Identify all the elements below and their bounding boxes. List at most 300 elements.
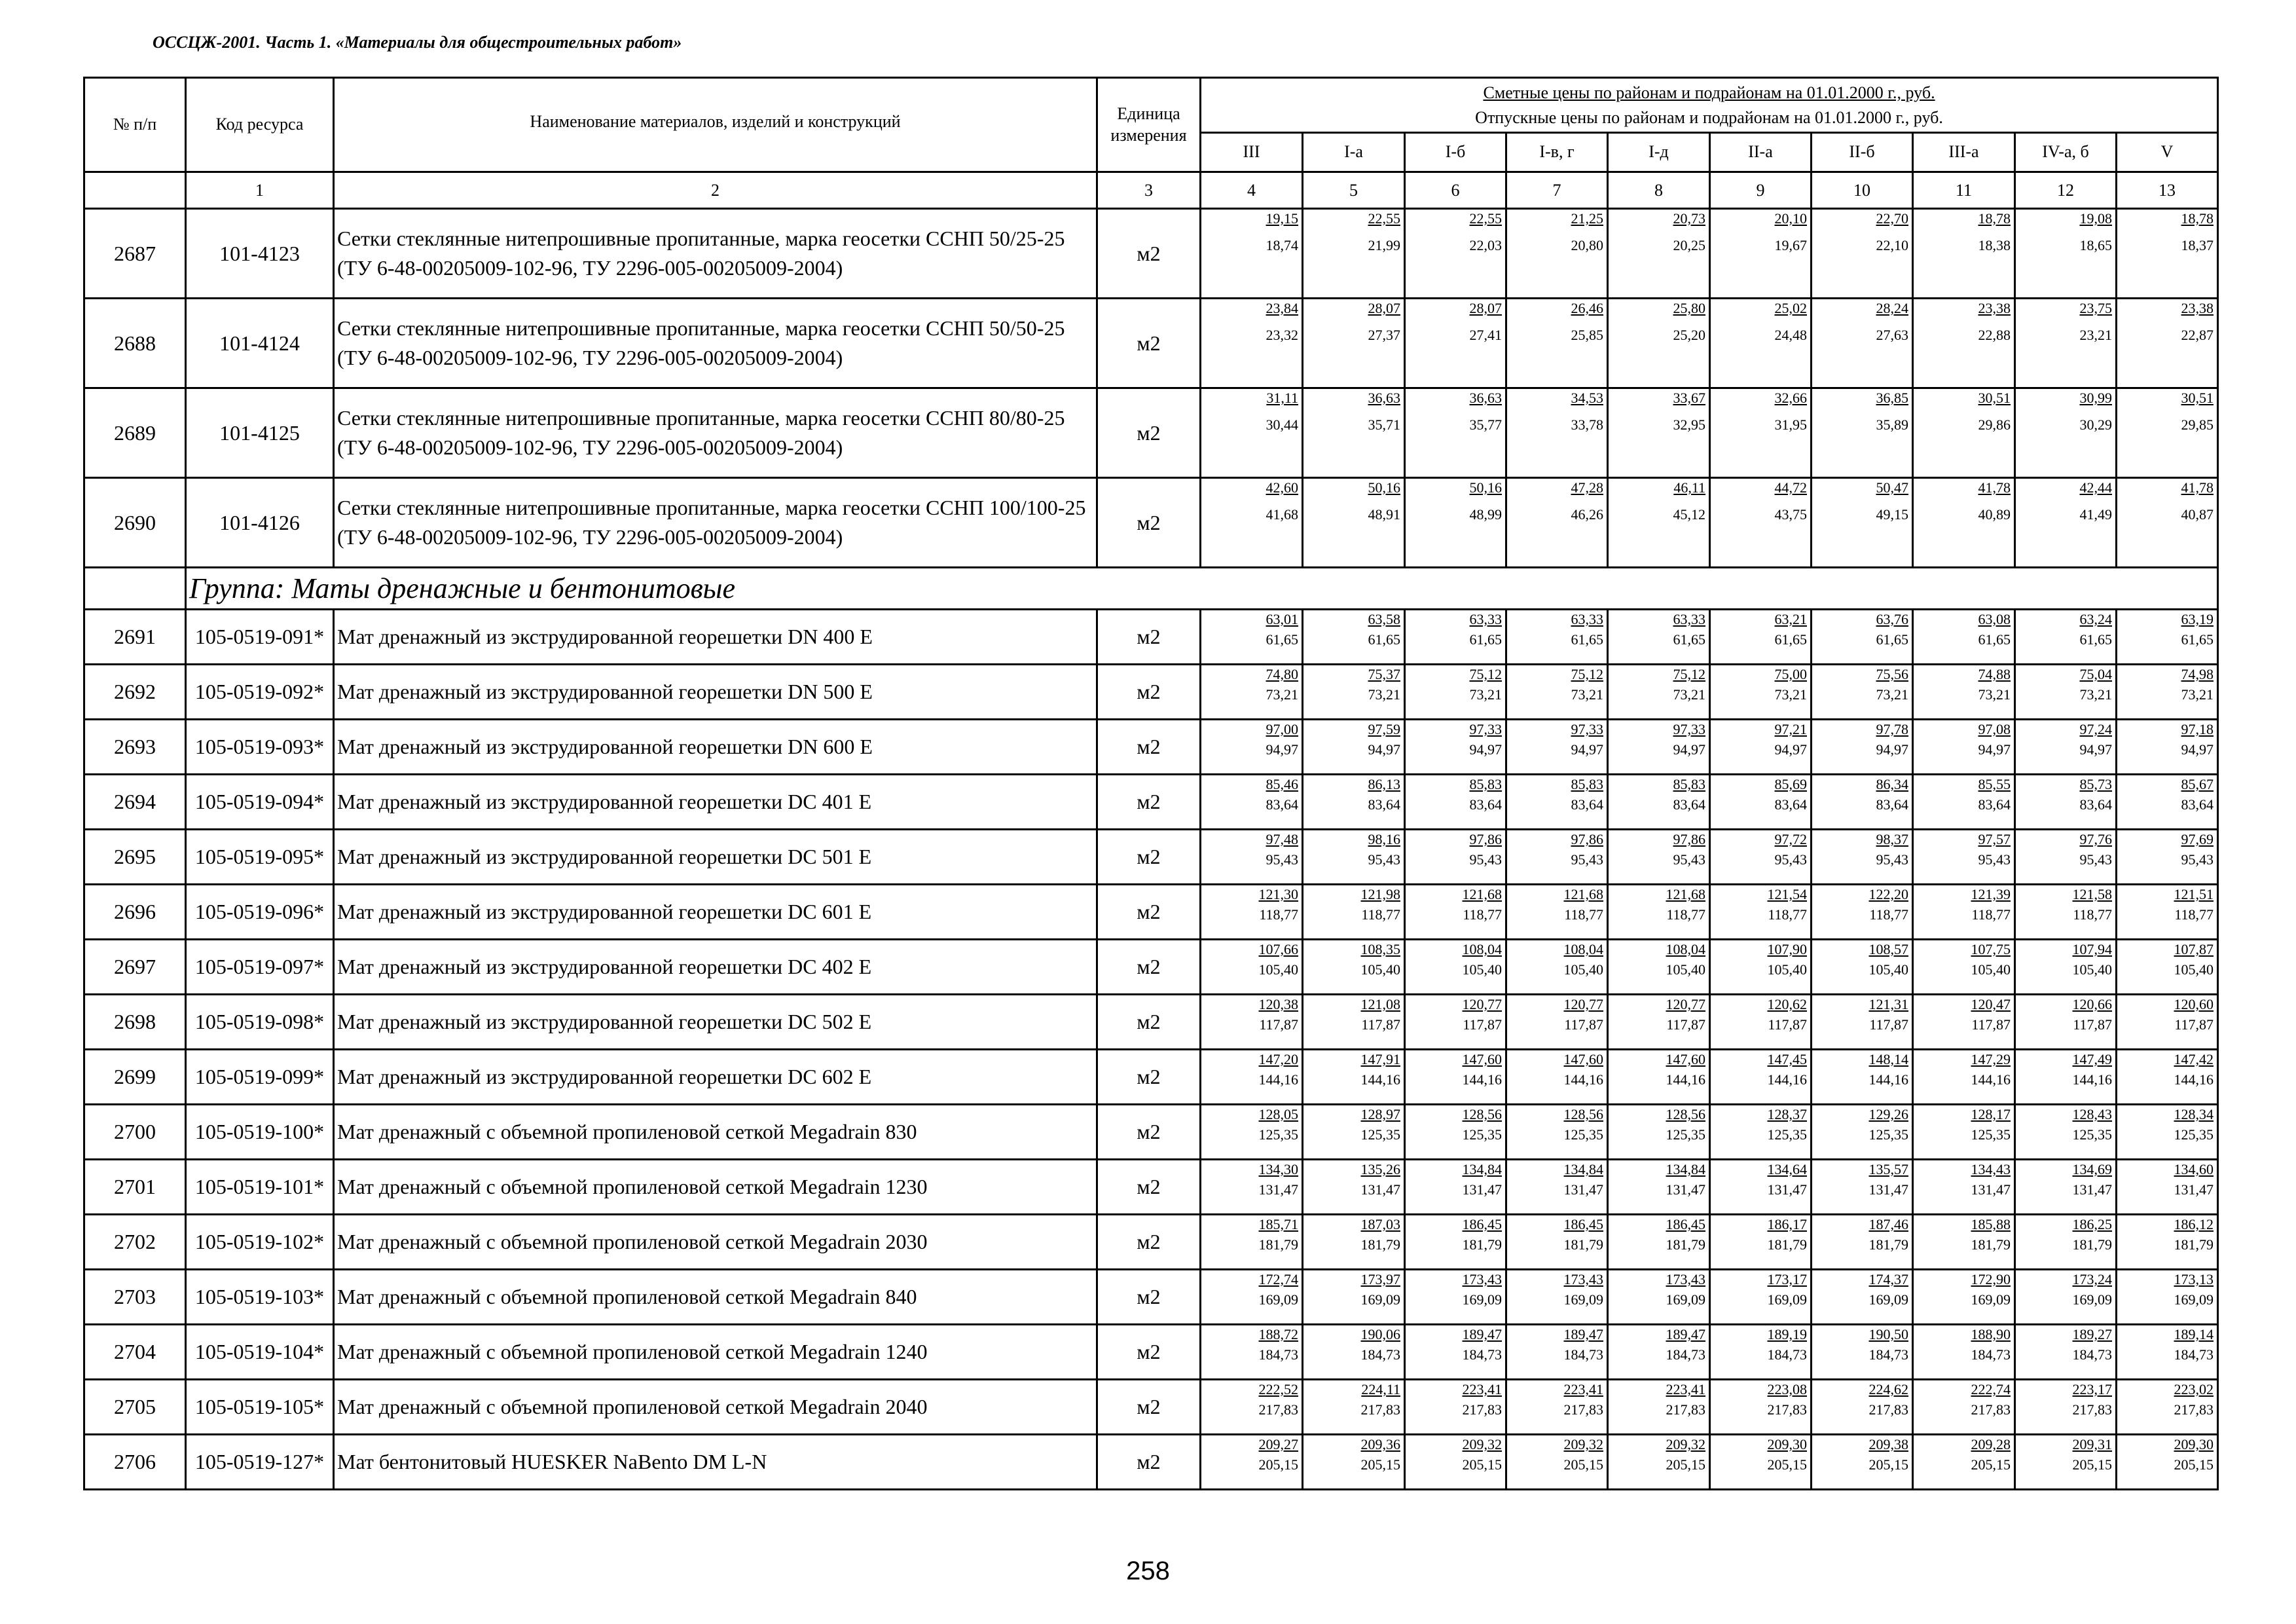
- release-price: 61,65: [1266, 631, 1298, 648]
- price-cell: [2015, 1160, 2117, 1215]
- release-price: 27,37: [1368, 327, 1400, 343]
- region-header: II-а: [1710, 133, 1812, 172]
- release-price: 95,43: [1876, 851, 1908, 868]
- estimate-price: 30,51: [2181, 390, 2214, 406]
- estimate-price: 120,77: [1563, 996, 1603, 1012]
- estimate-price: 147,91: [1360, 1051, 1400, 1067]
- resource-code: 105-0519-092*: [186, 665, 334, 720]
- material-name: Мат дренажный с объемной пропиленовой сеткой Megadrain 2030: [334, 1215, 1097, 1270]
- release-price: 61,65: [1673, 631, 1705, 648]
- estimate-price: 209,32: [1666, 1436, 1705, 1452]
- material-name: Мат дренажный с объемной пропиленовой сеткой Megadrain 1240: [334, 1325, 1097, 1380]
- release-price: 95,43: [2181, 851, 2214, 868]
- resource-code: 105-0519-097*: [186, 940, 334, 995]
- release-price: 217,83: [1563, 1401, 1603, 1418]
- release-price: 18,37: [2181, 237, 2214, 253]
- estimate-price: 173,24: [2072, 1271, 2112, 1287]
- material-name: Мат дренажный из экструдированной георешетки DC 402 E: [334, 940, 1097, 995]
- estimate-price: 189,14: [2174, 1326, 2214, 1342]
- price-cell: [1201, 388, 1303, 478]
- price-cell: [1812, 610, 1913, 665]
- estimate-price: 108,35: [1360, 941, 1400, 957]
- price-cell: [1812, 209, 1913, 299]
- release-price: 144,16: [1462, 1071, 1502, 1088]
- price-cell: [1913, 775, 2015, 830]
- release-price: 144,16: [1971, 1071, 2011, 1088]
- region-header: I-а: [1303, 133, 1405, 172]
- estimate-price: 97,72: [1774, 831, 1807, 847]
- estimate-price: 147,20: [1258, 1051, 1298, 1067]
- release-price: 131,47: [1868, 1181, 1908, 1198]
- release-price: 117,87: [1768, 1016, 1807, 1033]
- release-price: 184,73: [1971, 1346, 2011, 1363]
- price-cell: [2015, 1215, 2117, 1270]
- estimate-price: 75,56: [1876, 666, 1908, 682]
- price-cell: [2015, 1435, 2117, 1490]
- unit-of-measure: м2: [1097, 940, 1201, 995]
- row-number: 2687: [84, 209, 186, 299]
- release-price: 19,67: [1774, 237, 1807, 253]
- table-row: [84, 610, 2218, 665]
- price-cell: [1506, 1380, 1608, 1435]
- price-cell: [1506, 610, 1608, 665]
- release-price: 94,97: [1469, 741, 1502, 758]
- price-cell: [1201, 665, 1303, 720]
- resource-code: 101-4125: [186, 388, 334, 478]
- row-number: 2705: [84, 1380, 186, 1435]
- price-cell: [1710, 885, 1812, 940]
- release-price: 125,35: [1971, 1126, 2011, 1143]
- price-cell: [1201, 1105, 1303, 1160]
- price-cell: [2117, 299, 2218, 388]
- release-price: 184,73: [1666, 1346, 1705, 1363]
- estimate-price: 185,71: [1258, 1216, 1298, 1232]
- release-price: 184,73: [1563, 1346, 1603, 1363]
- release-price: 30,44: [1266, 416, 1298, 433]
- price-cell: [2117, 830, 2218, 885]
- release-price: 83,64: [1469, 796, 1502, 813]
- column-number: 8: [1608, 172, 1710, 209]
- release-price: 144,16: [1868, 1071, 1908, 1088]
- release-price: 94,97: [2079, 741, 2112, 758]
- price-cell: [1608, 1270, 1710, 1325]
- estimate-price: 135,57: [1868, 1161, 1908, 1177]
- release-price: 105,40: [1868, 961, 1908, 978]
- release-price: 40,89: [1978, 506, 2011, 523]
- estimate-price: 223,41: [1563, 1381, 1603, 1397]
- material-name: Мат дренажный из экструдированной георешетки DC 401 E: [334, 775, 1097, 830]
- estimate-price: 63,33: [1673, 611, 1705, 627]
- release-price: 184,73: [2174, 1346, 2214, 1363]
- release-price: 169,09: [1462, 1291, 1502, 1308]
- estimate-price: 86,34: [1876, 776, 1908, 792]
- material-name: Мат дренажный с объемной пропиленовой сеткой Megadrain 1230: [334, 1160, 1097, 1215]
- estimate-price: 34,53: [1571, 390, 1603, 406]
- release-price: 105,40: [1360, 961, 1400, 978]
- release-price: 30,29: [2079, 416, 2112, 433]
- price-cell: [1303, 1215, 1405, 1270]
- estimate-price: 74,98: [2181, 666, 2214, 682]
- group-row: [84, 568, 2218, 610]
- price-cell: [1506, 720, 1608, 775]
- row-number: 2701: [84, 1160, 186, 1215]
- release-price: 181,79: [1971, 1236, 2011, 1253]
- price-cell: [1608, 1050, 1710, 1105]
- release-price: 61,65: [1876, 631, 1908, 648]
- price-cell: [1812, 1160, 1913, 1215]
- estimate-price: 28,07: [1469, 300, 1502, 316]
- estimate-price: 107,87: [2174, 941, 2214, 957]
- price-cell: [1303, 995, 1405, 1050]
- table-row: [84, 995, 2218, 1050]
- estimate-price: 187,46: [1868, 1216, 1908, 1232]
- price-cell: [2117, 478, 2218, 568]
- release-price: 22,88: [1978, 327, 2011, 343]
- release-price: 27,41: [1469, 327, 1502, 343]
- estimate-price: 222,52: [1258, 1381, 1298, 1397]
- release-price: 61,65: [1774, 631, 1807, 648]
- price-cell: [1812, 1215, 1913, 1270]
- estimate-price: 134,60: [2174, 1161, 2214, 1177]
- price-cell: [1710, 478, 1812, 568]
- estimate-price: 107,94: [2072, 941, 2112, 957]
- release-price: 61,65: [1368, 631, 1400, 648]
- estimate-price: 224,11: [1361, 1381, 1400, 1397]
- estimate-price: 189,47: [1563, 1326, 1603, 1342]
- price-cell: [1913, 1215, 2015, 1270]
- estimate-price: 223,17: [2072, 1381, 2112, 1397]
- release-price: 94,97: [1774, 741, 1807, 758]
- estimate-price: 97,33: [1469, 721, 1502, 737]
- estimate-price: 97,18: [2181, 721, 2214, 737]
- table-row: [84, 830, 2218, 885]
- price-cell: [2117, 388, 2218, 478]
- price-cell: [1710, 1435, 1812, 1490]
- price-cell: [1405, 720, 1506, 775]
- release-price: 25,20: [1673, 327, 1705, 343]
- row-number: 2698: [84, 995, 186, 1050]
- material-name: Мат дренажный из экструдированной георешетки DN 400 E: [334, 610, 1097, 665]
- estimate-price: 173,97: [1360, 1271, 1400, 1287]
- release-price: 217,83: [1666, 1401, 1705, 1418]
- release-price: 169,09: [1360, 1291, 1400, 1308]
- release-price: 169,09: [1666, 1291, 1705, 1308]
- release-price: 131,47: [1666, 1181, 1705, 1198]
- price-cell: [1303, 885, 1405, 940]
- release-price: 35,77: [1469, 416, 1502, 433]
- price-cell: [1710, 1215, 1812, 1270]
- price-cell: [1812, 720, 1913, 775]
- row-number: 2703: [84, 1270, 186, 1325]
- price-cell: [1506, 209, 1608, 299]
- row-number: 2690: [84, 478, 186, 568]
- price-cell: [1303, 775, 1405, 830]
- release-price: 169,09: [1971, 1291, 2011, 1308]
- release-price: 105,40: [1462, 961, 1502, 978]
- release-price: 94,97: [1673, 741, 1705, 758]
- estimate-price: 121,51: [2174, 886, 2214, 902]
- estimate-price: 134,84: [1563, 1161, 1603, 1177]
- release-price: 22,03: [1469, 237, 1502, 253]
- release-price: 181,79: [1563, 1236, 1603, 1253]
- unit-of-measure: м2: [1097, 1050, 1201, 1105]
- estimate-price: 47,28: [1571, 479, 1603, 496]
- price-cell: [2015, 1380, 2117, 1435]
- price-cell: [1506, 1325, 1608, 1380]
- estimate-price: 128,97: [1360, 1106, 1400, 1122]
- price-cell: [2117, 1105, 2218, 1160]
- resource-code: 105-0519-127*: [186, 1435, 334, 1490]
- release-price: 83,64: [1774, 796, 1807, 813]
- release-price: 43,75: [1774, 506, 1807, 523]
- estimate-price: 63,21: [1774, 611, 1807, 627]
- price-cell: [2117, 209, 2218, 299]
- release-price: 169,09: [2072, 1291, 2112, 1308]
- table-row: [84, 1215, 2218, 1270]
- estimate-price: 23,75: [2079, 300, 2112, 316]
- release-price: 73,21: [1571, 686, 1603, 703]
- estimate-price: 223,08: [1767, 1381, 1807, 1397]
- column-number: 4: [1201, 172, 1303, 209]
- price-cell: [1506, 1160, 1608, 1215]
- price-cell: [1201, 610, 1303, 665]
- unit-of-measure: м2: [1097, 1105, 1201, 1160]
- table-row: [84, 299, 2218, 388]
- price-cell: [1201, 1380, 1303, 1435]
- release-price: 131,47: [1563, 1181, 1603, 1198]
- price-cell: [1201, 478, 1303, 568]
- estimate-price: 23,38: [1978, 300, 2011, 316]
- release-price: 35,71: [1368, 416, 1400, 433]
- price-cell: [1201, 830, 1303, 885]
- release-price: 95,43: [1469, 851, 1502, 868]
- price-cell: [1303, 720, 1405, 775]
- estimate-price: 97,69: [2181, 831, 2214, 847]
- price-cell: [1812, 940, 1913, 995]
- material-name: Сетки стеклянные нитепрошивные пропитанные, марка геосетки ССНП 80/80-25 (ТУ 6-48-00205009-102-96, ТУ 2296-005-00205009-2004): [334, 388, 1097, 478]
- release-price: 32,95: [1673, 416, 1705, 433]
- price-cell: [1812, 1325, 1913, 1380]
- table-row: [84, 1050, 2218, 1105]
- price-cell: [2117, 610, 2218, 665]
- unit-of-measure: м2: [1097, 1380, 1201, 1435]
- estimate-price: 134,30: [1258, 1161, 1298, 1177]
- price-cell: [1506, 1435, 1608, 1490]
- resource-code: 105-0519-105*: [186, 1380, 334, 1435]
- resource-code: 101-4123: [186, 209, 334, 299]
- price-cell: [1608, 1105, 1710, 1160]
- row-number: 2693: [84, 720, 186, 775]
- release-price: 83,64: [1266, 796, 1298, 813]
- release-price: 95,43: [1368, 851, 1400, 868]
- estimate-price: 172,74: [1258, 1271, 1298, 1287]
- estimate-price: 97,33: [1673, 721, 1705, 737]
- table-row: [84, 1325, 2218, 1380]
- column-number: 6: [1405, 172, 1506, 209]
- estimate-price: 224,62: [1868, 1381, 1908, 1397]
- release-price: 205,15: [1563, 1456, 1603, 1473]
- release-price: 169,09: [2174, 1291, 2214, 1308]
- release-price: 144,16: [2072, 1071, 2112, 1088]
- price-cell: [1608, 830, 1710, 885]
- estimate-price: 97,00: [1266, 721, 1298, 737]
- resource-code: 105-0519-098*: [186, 995, 334, 1050]
- estimate-price: 42,44: [2079, 479, 2112, 496]
- estimate-price: 120,77: [1666, 996, 1705, 1012]
- price-cell: [1710, 388, 1812, 478]
- estimate-price: 134,64: [1767, 1161, 1807, 1177]
- price-cell: [2015, 720, 2117, 775]
- estimate-price: 108,04: [1563, 941, 1603, 957]
- price-cell: [1913, 830, 2015, 885]
- column-number: 3: [1097, 172, 1201, 209]
- price-cell: [2117, 665, 2218, 720]
- price-cell: [1201, 209, 1303, 299]
- estimate-price: 173,17: [1767, 1271, 1807, 1287]
- release-price: 117,87: [2174, 1016, 2214, 1033]
- price-cell: [1201, 1050, 1303, 1105]
- estimate-price: 209,30: [2174, 1436, 2214, 1452]
- resource-code: 105-0519-100*: [186, 1105, 334, 1160]
- price-cell: [1710, 1105, 1812, 1160]
- prices-caption-estimate: Сметные цены по районам и подрайонам на 01.01.2000 г., руб.: [1483, 83, 1935, 102]
- release-price: 105,40: [1767, 961, 1807, 978]
- estimate-price: 86,13: [1368, 776, 1400, 792]
- price-cell: [1608, 478, 1710, 568]
- estimate-price: 186,45: [1666, 1216, 1705, 1232]
- table-row: [84, 478, 2218, 568]
- price-cell: [1506, 1270, 1608, 1325]
- table-header: [84, 78, 2218, 209]
- resource-code: 105-0519-094*: [186, 775, 334, 830]
- material-name: Мат дренажный из экструдированной георешетки DC 601 E: [334, 885, 1097, 940]
- price-cell: [1303, 1270, 1405, 1325]
- price-cell: [2117, 940, 2218, 995]
- price-cell: [2015, 1050, 2117, 1105]
- price-cell: [2015, 1270, 2117, 1325]
- release-price: 41,49: [2079, 506, 2112, 523]
- price-cell: [1710, 830, 1812, 885]
- price-cell: [1405, 1325, 1506, 1380]
- resource-code: 101-4124: [186, 299, 334, 388]
- estimate-price: 46,11: [1673, 479, 1705, 496]
- release-price: 118,77: [1259, 906, 1298, 923]
- estimate-price: 75,12: [1673, 666, 1705, 682]
- unit-of-measure: м2: [1097, 720, 1201, 775]
- price-cell: [1405, 1050, 1506, 1105]
- release-price: 181,79: [1666, 1236, 1705, 1253]
- release-price: 169,09: [1258, 1291, 1298, 1308]
- release-price: 181,79: [1360, 1236, 1400, 1253]
- estimate-price: 188,90: [1971, 1326, 2011, 1342]
- estimate-price: 97,86: [1571, 831, 1603, 847]
- unit-of-measure: м2: [1097, 610, 1201, 665]
- estimate-price: 20,10: [1774, 210, 1807, 227]
- release-price: 205,15: [2174, 1456, 2214, 1473]
- price-cell: [1608, 1160, 1710, 1215]
- estimate-price: 97,86: [1469, 831, 1502, 847]
- price-cell: [2015, 388, 2117, 478]
- release-price: 73,21: [1774, 686, 1807, 703]
- price-cell: [1506, 388, 1608, 478]
- estimate-price: 121,39: [1971, 886, 2011, 902]
- price-cell: [1710, 940, 1812, 995]
- estimate-price: 75,12: [1469, 666, 1502, 682]
- region-header: III: [1201, 133, 1303, 172]
- estimate-price: 222,74: [1971, 1381, 2011, 1397]
- estimate-price: 22,55: [1368, 210, 1400, 227]
- estimate-price: 97,76: [2079, 831, 2112, 847]
- release-price: 205,15: [1462, 1456, 1502, 1473]
- price-cell: [1303, 1325, 1405, 1380]
- price-cell: [1405, 610, 1506, 665]
- group-title: Группа: Маты дренажные и бентонитовые: [186, 568, 2218, 610]
- estimate-price: 26,46: [1571, 300, 1603, 316]
- price-cell: [2015, 1325, 2117, 1380]
- estimate-price: 75,37: [1368, 666, 1400, 682]
- price-cell: [2015, 665, 2117, 720]
- release-price: 23,32: [1266, 327, 1298, 343]
- price-cell: [1710, 775, 1812, 830]
- release-price: 105,40: [1666, 961, 1705, 978]
- column-number: 5: [1303, 172, 1405, 209]
- unit-of-measure: м2: [1097, 1270, 1201, 1325]
- release-price: 73,21: [1368, 686, 1400, 703]
- estimate-price: 108,57: [1868, 941, 1908, 957]
- release-price: 131,47: [2072, 1181, 2112, 1198]
- resource-code: 105-0519-093*: [186, 720, 334, 775]
- material-name: Мат дренажный с объемной пропиленовой сеткой Megadrain 2040: [334, 1380, 1097, 1435]
- price-cell: [2015, 830, 2117, 885]
- release-price: 22,10: [1876, 237, 1908, 253]
- price-cell: [1303, 209, 1405, 299]
- price-cell: [1812, 1050, 1913, 1105]
- price-cell: [2015, 478, 2117, 568]
- price-cell: [1913, 885, 2015, 940]
- price-cell: [2117, 1215, 2218, 1270]
- price-cell: [1506, 1050, 1608, 1105]
- price-cell: [1608, 299, 1710, 388]
- estimate-price: 107,90: [1767, 941, 1807, 957]
- resource-code: 105-0519-103*: [186, 1270, 334, 1325]
- estimate-price: 189,47: [1666, 1326, 1705, 1342]
- estimate-price: 186,25: [2072, 1216, 2112, 1232]
- release-price: 20,25: [1673, 237, 1705, 253]
- estimate-price: 190,50: [1868, 1326, 1908, 1342]
- release-price: 125,35: [1563, 1126, 1603, 1143]
- release-price: 118,77: [1768, 906, 1807, 923]
- estimate-price: 23,84: [1266, 300, 1298, 316]
- estimate-price: 75,00: [1774, 666, 1807, 682]
- estimate-price: 22,70: [1876, 210, 1908, 227]
- price-cell: [1201, 299, 1303, 388]
- col-header-num: № п/п: [84, 78, 186, 172]
- column-number: 11: [1913, 172, 2015, 209]
- unit-of-measure: м2: [1097, 995, 1201, 1050]
- resource-code: 101-4126: [186, 478, 334, 568]
- estimate-price: 121,68: [1563, 886, 1603, 902]
- price-cell: [1405, 830, 1506, 885]
- estimate-price: 19,08: [2079, 210, 2112, 227]
- group-empty-cell: [84, 568, 186, 610]
- column-number: 12: [2015, 172, 2117, 209]
- release-price: 94,97: [1978, 741, 2011, 758]
- price-cell: [2015, 610, 2117, 665]
- price-cell: [1710, 1050, 1812, 1105]
- price-cell: [1608, 775, 1710, 830]
- resource-code: 105-0519-102*: [186, 1215, 334, 1270]
- price-cell: [1812, 299, 1913, 388]
